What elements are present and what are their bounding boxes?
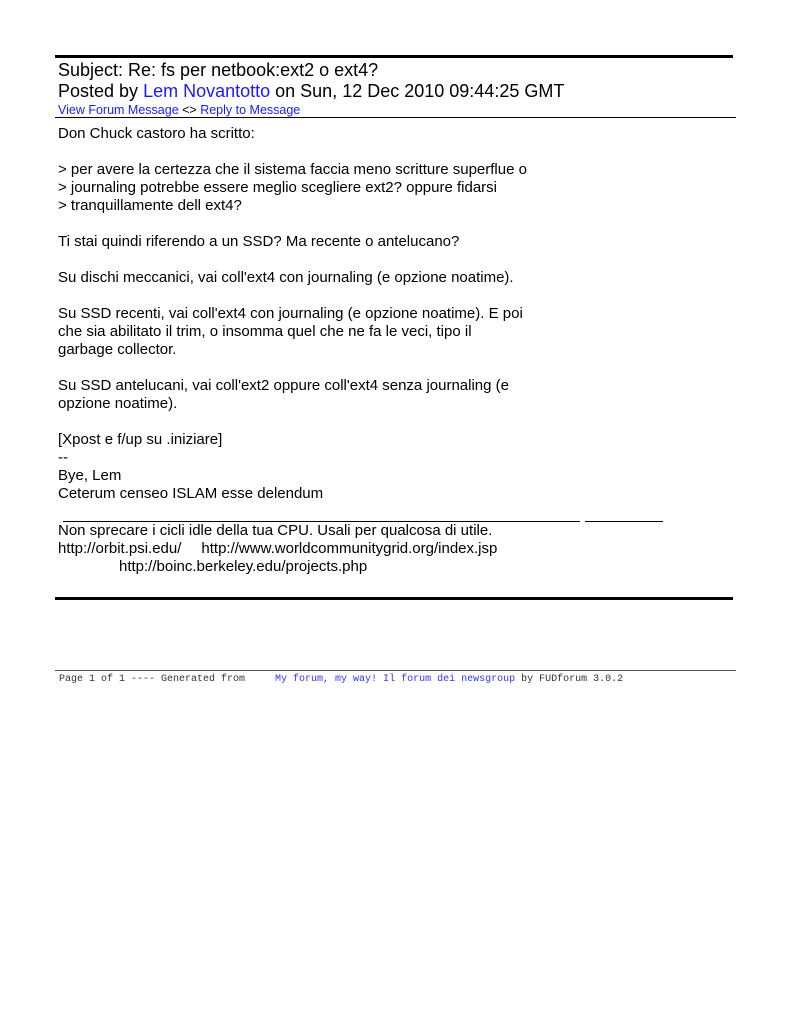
footer-prefix: Page 1 of 1 ---- Generated from	[59, 674, 276, 685]
bottom-rule	[55, 597, 733, 600]
bye-line: Bye, Lem	[58, 467, 122, 484]
text-line: Ti stai quindi riferendo a un SSD? Ma recente o antelucano?	[58, 233, 460, 250]
reply-to-message-link[interactable]: Reply to Message	[200, 103, 301, 117]
text-line: Su dischi meccanici, vai coll'ext4 con journaling (e opzione noatime).	[58, 269, 514, 286]
text-line: Su SSD recenti, vai coll'ext4 con journaling (e opzione noatime). E poi	[58, 305, 523, 322]
orbit-url: http://orbit.psi.edu/	[58, 540, 182, 557]
url-line	[58, 540, 738, 558]
xpost-line: [Xpost e f/up su .iniziare]	[58, 431, 223, 448]
forum-link[interactable]: My forum, my way! Il forum dei newsgroup	[275, 674, 516, 685]
message-header	[58, 60, 734, 118]
text-line: Su SSD antelucani, vai coll'ext2 oppure coll'ext4 senza journaling (e	[58, 377, 509, 394]
intro-line: Don Chuck castoro ha scritto:	[58, 125, 255, 142]
posted-line	[58, 81, 734, 102]
paragraph-recent-ssd	[58, 305, 738, 359]
signature-block	[58, 431, 738, 576]
quoted-text	[58, 161, 738, 215]
cpu-line: Non sprecare i cicli idle della tua CPU. Usali per qualcosa di utile.	[58, 522, 493, 539]
page-footer	[59, 673, 623, 687]
footer-rule	[55, 670, 736, 671]
quote-line: > journaling potrebbe essere meglio scegliere ext2? oppure fidarsi	[58, 179, 498, 196]
message-body	[58, 125, 738, 576]
quote-line: > per avere la certezza che il sistema faccia meno scritture superflue o	[58, 161, 527, 178]
worldcommunitygrid-url: http://www.worldcommunitygrid.org/index.jsp	[201, 540, 498, 557]
action-separator: <>	[178, 103, 201, 117]
paragraph-ssd-question	[58, 233, 738, 251]
ceterum-line: Ceterum censeo ISLAM esse delendum	[58, 485, 324, 502]
footer-suffix: by FUDforum 3.0.2	[515, 674, 624, 685]
url-line	[58, 558, 738, 576]
view-forum-message-link[interactable]: View Forum Message	[58, 103, 179, 117]
header-rule	[55, 117, 736, 118]
signature-underline	[58, 503, 738, 522]
text-line: opzione noatime).	[58, 395, 178, 412]
text-line: garbage collector.	[58, 341, 177, 358]
author-link[interactable]: Lem Novantotto	[143, 81, 271, 101]
subject-line: Subject: Re: fs per netbook:ext2 o ext4?	[58, 60, 379, 80]
signature-separator: --	[58, 449, 68, 466]
posted-date: on Sun, 12 Dec 2010 09:44:25 GMT	[270, 81, 565, 101]
top-rule	[55, 55, 733, 58]
posted-prefix: Posted by	[58, 81, 144, 101]
text-line: che sia abilitato il trim, o insomma quel che ne fa le veci, tipo il	[58, 323, 472, 340]
paragraph-old-ssd	[58, 377, 738, 413]
paragraph-mechanical	[58, 269, 738, 287]
intro-paragraph	[58, 125, 738, 143]
boinc-url: http://boinc.berkeley.edu/projects.php	[119, 558, 368, 575]
quote-line: > tranquillamente dell ext4?	[58, 197, 242, 214]
message-actions	[58, 102, 734, 118]
